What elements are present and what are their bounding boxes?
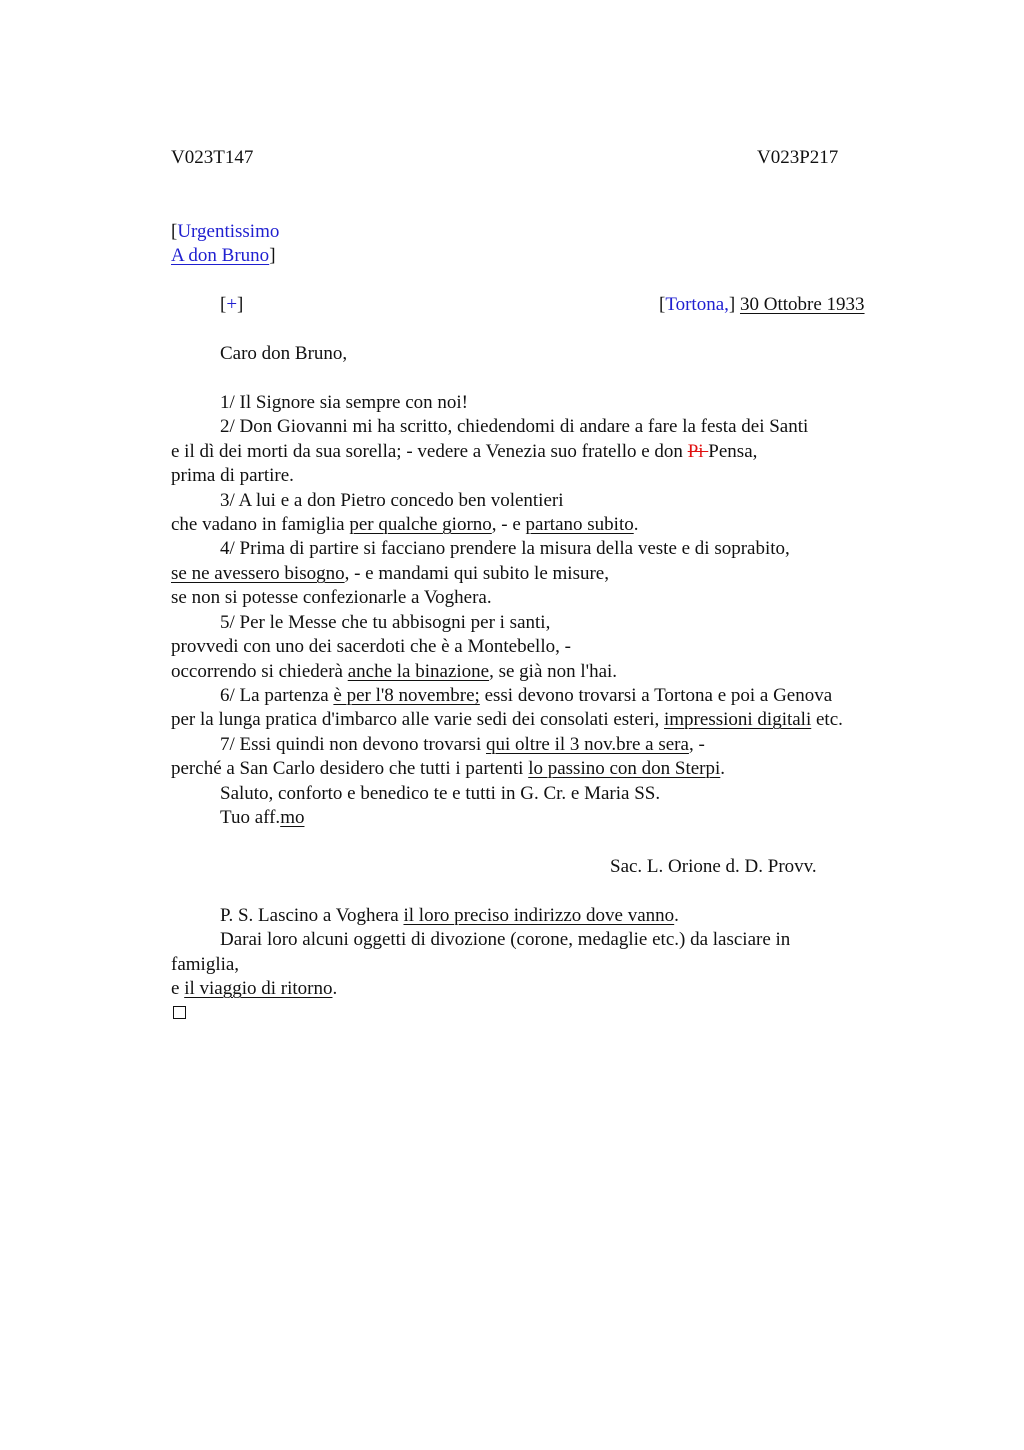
document-code-right: V023P217 xyxy=(757,147,839,168)
item-7-line-1: 7/ Essi quindi non devono trovarsi qui oltre il 3 nov.bre a sera, - xyxy=(220,734,705,755)
item-5-line-3: occorrendo si chiederà anche la binazione, se già non l'hai. xyxy=(171,661,618,682)
dateline-place: Tortona, xyxy=(665,294,729,315)
dateline-date: 30 Ottobre 1933 xyxy=(739,294,865,315)
item-5-line-1: 5/ Per le Messe che tu abbisogni per i santi, xyxy=(220,612,551,633)
postscript-line-3: famiglia, xyxy=(171,954,240,975)
postscript-line-4: e il viaggio di ritorno. xyxy=(171,978,338,999)
item-2-line-2: e il dì dei morti da sua sorella; - vedere a Venezia suo fratello e don Pi Pensa, xyxy=(171,441,758,462)
postscript-line-2: Darai loro alcuni oggetti di divozione (corone, medaglie etc.) da lasciare in xyxy=(220,929,791,950)
item-7-line-2: perché a San Carlo desidero che tutti i partenti lo passino con don Sterpi. xyxy=(171,758,726,779)
end-marker-box xyxy=(173,1006,186,1019)
deleted-text: Pi xyxy=(687,441,709,462)
item-2-line-3: prima di partire. xyxy=(171,465,294,486)
item-1: 1/ Il Signore sia sempre con noi! xyxy=(220,392,469,413)
item-4-line-1: 4/ Prima di partire si facciano prendere la misura della veste e di soprabito, xyxy=(220,538,790,559)
closing-salute: Saluto, conforto e benedico te e tutti in G. Cr. e Maria SS. xyxy=(220,783,661,804)
address-urgent: Urgentissimo xyxy=(177,221,280,242)
item-6-line-2: per la lunga pratica d'imbarco alle varie sedi dei consolati esteri, impressioni digitali etc. xyxy=(171,709,843,730)
item-3-line-2: che vadano in famiglia per qualche giorno, - e partano subito. xyxy=(171,514,639,535)
item-4-line-2: se ne avessero bisogno, - e mandami qui subito le misure, xyxy=(171,563,609,584)
cross-mark: [+] xyxy=(220,294,244,315)
closing-yours: Tuo aff.mo xyxy=(220,807,305,828)
item-2-line-1: 2/ Don Giovanni mi ha scritto, chiedendomi di andare a fare la festa dei Santi xyxy=(220,416,809,437)
address-recipient: A don Bruno xyxy=(171,245,270,266)
signature: Sac. L. Orione d. D. Provv. xyxy=(610,856,817,877)
address-line-2: A don Bruno] xyxy=(171,245,276,266)
address-line-1: [Urgentissimo xyxy=(171,221,280,242)
document-code-left: V023T147 xyxy=(171,147,254,168)
greeting: Caro don Bruno, xyxy=(220,343,348,364)
postscript-line-1: P. S. Lascino a Voghera il loro preciso indirizzo dove vanno. xyxy=(220,905,679,926)
item-5-line-2: provvedi con uno dei sacerdoti che è a Montebello, - xyxy=(171,636,571,657)
dateline: [Tortona,] 30 Ottobre 1933 xyxy=(659,294,865,315)
item-3-line-1: 3/ A lui e a don Pietro concedo ben volentieri xyxy=(220,490,564,511)
item-4-line-3: se non si potesse confezionarle a Voghera. xyxy=(171,587,492,608)
item-6-line-1: 6/ La partenza è per l'8 novembre; essi devono trovarsi a Tortona e poi a Genova xyxy=(220,685,833,706)
